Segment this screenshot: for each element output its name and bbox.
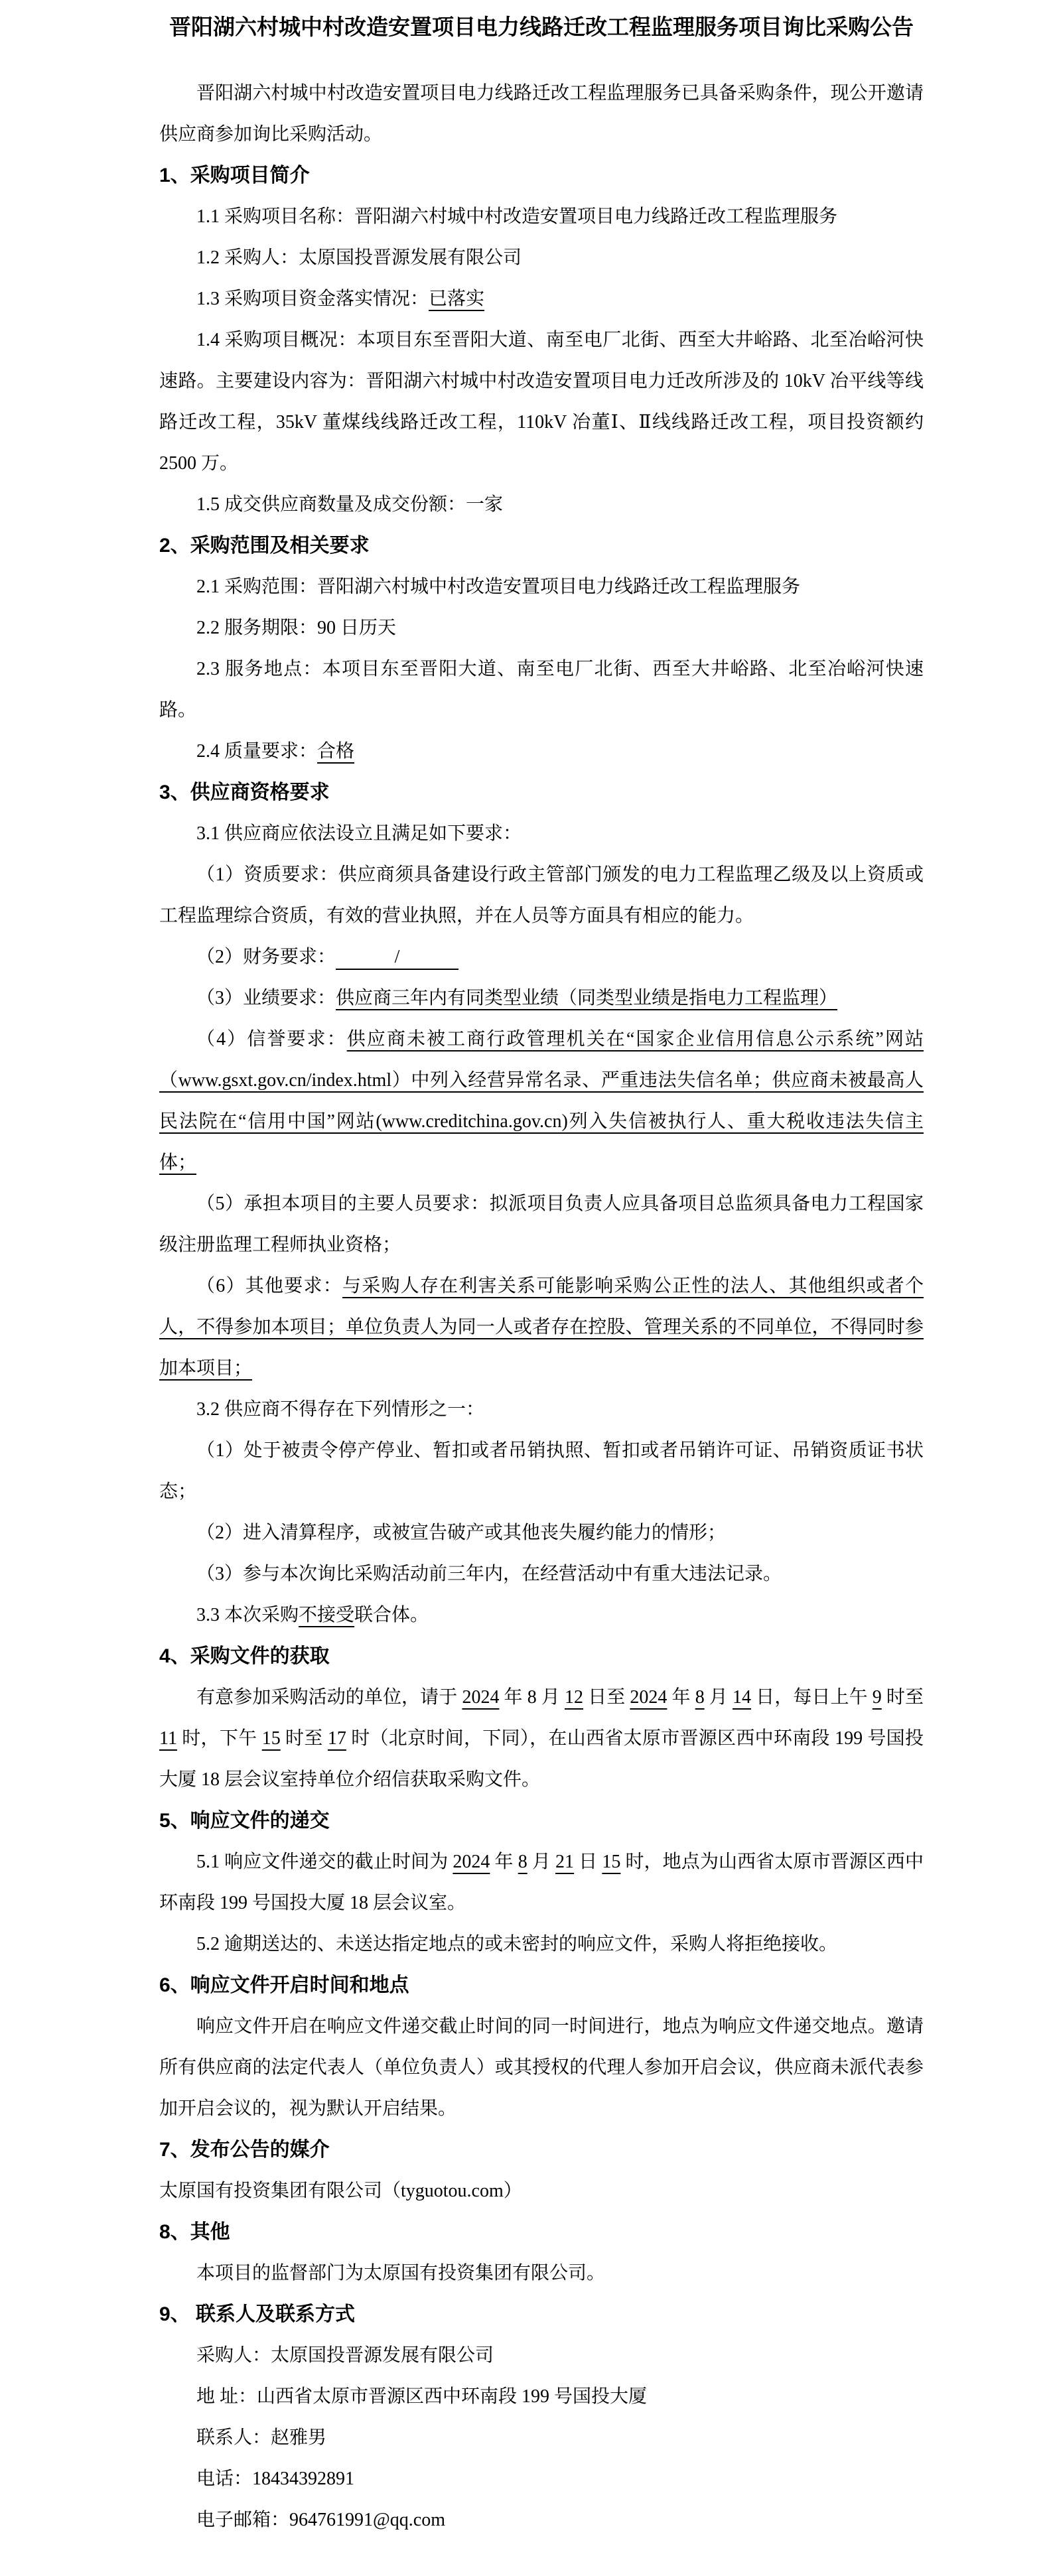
- text-run: 年: [490, 1852, 518, 1872]
- text-run: 1.4 采购项目概况：本项目东至晋阳大道、南至电厂北街、西至大井峪路、北至冶峪河快速路。主要建设内容为：晋阳湖六村城中村改造安置项目电力迁改所涉及的 10kV 冶平线等线路迁改工程，35kV 董煤线线路迁改工程，110kV 冶董Ⅰ、Ⅱ线线路迁改工程，项目投资额约 2500 万。: [159, 330, 924, 474]
- underlined-text-run: 供应商三年内有同类型业绩（同类型业绩是指电力工程监理）: [336, 988, 838, 1008]
- text-run: 1.2 采购人：太原国投晋源发展有限公司: [196, 247, 522, 268]
- document-paragraph: [159, 2500, 924, 2541]
- underlined-text-run: 2024: [630, 1687, 667, 1708]
- document-paragraph: [159, 2417, 924, 2459]
- text-run: 2.2 服务期限：90 日历天: [196, 618, 397, 638]
- underlined-text-run: 17: [327, 1728, 346, 1749]
- text-run: 月: [704, 1687, 733, 1708]
- document-paragraph: [159, 813, 924, 854]
- text-run: 年: [667, 1687, 695, 1708]
- underlined-text-run: 12: [565, 1687, 584, 1708]
- document-paragraph: [159, 73, 924, 155]
- underlined-text-run: 21: [555, 1852, 575, 1872]
- document-paragraph: [159, 1389, 924, 1430]
- text-run: 3.3 本次采购: [196, 1605, 299, 1625]
- text-run: 日，每日上午: [751, 1687, 873, 1708]
- document-paragraph: [159, 320, 924, 484]
- text-run: 时（北京时间，下同），在山西省太原市晋源区西中环南段 199 号国投大厦 18 层会议室持单位介绍信获取采购文件。: [159, 1728, 924, 1790]
- document-heading: [159, 155, 924, 196]
- text-run: （1）资质要求：供应商须具备建设行政主管部门颁发的电力工程监理乙级及以上资质或工程监理综合资质，有效的营业执照，并在人员等方面具有相应的能力。: [159, 864, 924, 926]
- document-heading: [159, 2212, 924, 2253]
- text-run: 联系人：赵雅男: [196, 2427, 327, 2448]
- underlined-text-run: 合格: [317, 741, 355, 762]
- text-run: （1）处于被责令停产停业、暂扣或者吊销执照、暂扣或者吊销许可证、吊销资质证书状态；: [159, 1440, 924, 1502]
- document-paragraph: [159, 1184, 924, 1266]
- text-run: 2、采购范围及相关要求: [159, 535, 370, 557]
- document-paragraph: [159, 649, 924, 731]
- text-run: 9、 联系人及联系方式: [159, 2303, 356, 2325]
- underlined-text-run: 15: [261, 1728, 281, 1749]
- document-paragraph: [159, 1554, 924, 1595]
- text-run: 电话：18434392891: [196, 2469, 355, 2489]
- underlined-text-run: 11: [159, 1728, 177, 1749]
- text-run: 晋阳湖六村城中村改造安置项目电力线路迁改工程监理服务已具备采购条件，现公开邀请供应商参加询比采购活动。: [159, 83, 924, 145]
- document-paragraph: [159, 1842, 924, 1924]
- text-run: 7、发布公告的媒介: [159, 2139, 330, 2161]
- text-run: （2）进入清算程序，或被宣告破产或其他丧失履约能力的情形；: [196, 1523, 727, 1543]
- text-run: 1、采购项目简介: [159, 165, 310, 186]
- document-paragraph: [159, 2376, 924, 2417]
- text-run: （6）其他要求：: [196, 1276, 342, 1296]
- document-heading: [159, 525, 924, 567]
- document-paragraph: [159, 237, 924, 279]
- document-paragraph: [159, 937, 924, 978]
- text-run: 时至: [881, 1687, 924, 1708]
- text-run: 5、响应文件的递交: [159, 1810, 330, 1832]
- text-run: 2.4 质量要求：: [196, 741, 318, 762]
- document-paragraph: [159, 1430, 924, 1513]
- underlined-text-run: 15: [602, 1852, 621, 1872]
- fill-in-blank: /: [336, 946, 458, 970]
- document-paragraph: [159, 196, 924, 237]
- text-run: 地 址：山西省太原市晋源区西中环南段 199 号国投大厦: [196, 2386, 648, 2407]
- document-paragraph: [159, 1019, 924, 1184]
- text-run: 1.3 采购项目资金落实情况：: [196, 289, 429, 309]
- text-run: 月: [527, 1852, 556, 1872]
- underlined-text-run: 已落实: [429, 289, 485, 309]
- text-run: 2.1 采购范围：晋阳湖六村城中村改造安置项目电力线路迁改工程监理服务: [196, 576, 801, 597]
- document-paragraph: [159, 1677, 924, 1800]
- text-run: （2）财务要求：: [196, 947, 336, 967]
- text-run: 响应文件开启在响应文件递交截止时间的同一时间进行，地点为响应文件递交地点。邀请所有供应商的法定代表人（单位负责人）或其授权的代理人参加开启会议，供应商未派代表参加开启会议的，视为默认开启结果。: [159, 2016, 924, 2119]
- text-run: 采购人：太原国投晋源发展有限公司: [196, 2345, 494, 2366]
- document-heading: [159, 772, 924, 813]
- text-run: 电子邮箱：964761991@qq.com: [196, 2510, 445, 2530]
- text-run: 4、采购文件的获取: [159, 1645, 330, 1667]
- text-run: 3.1 供应商应依法设立且满足如下要求：: [196, 823, 522, 844]
- text-run: 有意参加采购活动的单位，请于: [196, 1687, 462, 1708]
- underlined-text-run: 9: [872, 1687, 882, 1708]
- text-run: 时，下午: [176, 1728, 262, 1749]
- text-run: 5.1 响应文件递交的截止时间为: [196, 1852, 453, 1872]
- text-run: 联合体。: [354, 1605, 429, 1625]
- text-run: 1.5 成交供应商数量及成交份额：一家: [196, 494, 504, 515]
- document-paragraph: [159, 1266, 924, 1389]
- document-paragraph: [159, 978, 924, 1019]
- text-run: 本项目的监督部门为太原国有投资集团有限公司。: [196, 2263, 606, 2283]
- text-run: （5）承担本项目的主要人员要求：拟派项目负责人应具备项目总监须具备电力工程国家级注册监理工程师执业资格；: [159, 1193, 924, 1255]
- text-run: （3）业绩要求：: [196, 988, 336, 1008]
- document-paragraph: [159, 2006, 924, 2130]
- document-paragraph: [159, 854, 924, 937]
- document-body: [159, 73, 924, 2541]
- document-paragraph: [159, 2459, 924, 2500]
- document-paragraph: [159, 731, 924, 772]
- text-run: 2.3 服务地点：本项目东至晋阳大道、南至电厂北街、西至大井峪路、北至冶峪河快速路。: [159, 659, 924, 720]
- document-heading: [159, 1636, 924, 1677]
- text-run: 5.2 逾期送达的、未送达指定地点的或未密封的响应文件，采购人将拒绝接收。: [196, 1934, 838, 1954]
- document-heading: [159, 1800, 924, 1842]
- document-paragraph: [159, 608, 924, 649]
- document-heading: [159, 2130, 924, 2171]
- text-run: 时至: [280, 1728, 328, 1749]
- underlined-text-run: 供应商未被工商行政管理机关在“国家企业信用信息公示系统”网站（www.gsxt.gov.cn/index.html）中列入经营异常名录、严重违法失信名单；供应商未被最高人民法院在“信用中国”网站(www.creditchina.gov.cn)列入失信被执行人、重大税收违法失信主体；: [159, 1029, 924, 1173]
- text-run: 3、供应商资格要求: [159, 781, 330, 803]
- underlined-text-run: 8: [695, 1687, 705, 1708]
- text-run: 太原国有投资集团有限公司（tyguotou.com）: [159, 2181, 522, 2201]
- text-run: 时，地点为山西省太原市晋源区西中环南段 199 号国投大厦 18 层会议室。: [159, 1852, 924, 1913]
- underlined-text-run: 2024: [453, 1852, 490, 1872]
- underlined-text-run: 8: [518, 1852, 527, 1872]
- underlined-text-run: 14: [733, 1687, 751, 1708]
- underlined-text-run: 不接受: [299, 1605, 355, 1625]
- underlined-text-run: 与采购人存在利害关系可能影响采购公正性的法人、其他组织或者个人，不得参加本项目；单位负责人为同一人或者存在控股、管理关系的不同单位，不得同时参加本项目；: [159, 1276, 924, 1379]
- text-run: （3）参与本次询比采购活动前三年内，在经营活动中有重大违法记录。: [196, 1564, 782, 1584]
- text-run: 6、响应文件开启时间和地点: [159, 1974, 409, 1996]
- text-run: 日至: [583, 1687, 630, 1708]
- document-title: 晋阳湖六村城中村改造安置项目电力线路迁改工程监理服务项目询比采购公告: [169, 15, 914, 39]
- text-run: 8、其他: [159, 2221, 230, 2243]
- document-paragraph: [159, 567, 924, 608]
- text-run: 年 8 月: [499, 1687, 565, 1708]
- text-run: 日: [574, 1852, 602, 1872]
- text-run: （4）信誉要求：: [196, 1029, 347, 1050]
- document-paragraph: [159, 2335, 924, 2376]
- text-run: 3.2 供应商不得存在下列情形之一：: [196, 1399, 485, 1420]
- document-paragraph: [159, 1595, 924, 1636]
- text-run: 1.1 采购项目名称：晋阳湖六村城中村改造安置项目电力线路迁改工程监理服务: [196, 206, 838, 227]
- document-paragraph: [159, 2171, 924, 2212]
- underlined-text-run: 2024: [462, 1687, 500, 1708]
- document-paragraph: [159, 1513, 924, 1554]
- document-paragraph: [159, 1924, 924, 1965]
- document-paragraph: [159, 484, 924, 525]
- document-paragraph: [159, 279, 924, 320]
- document-paragraph: [159, 2253, 924, 2294]
- document-heading: [159, 1965, 924, 2006]
- document-heading: [159, 2294, 924, 2335]
